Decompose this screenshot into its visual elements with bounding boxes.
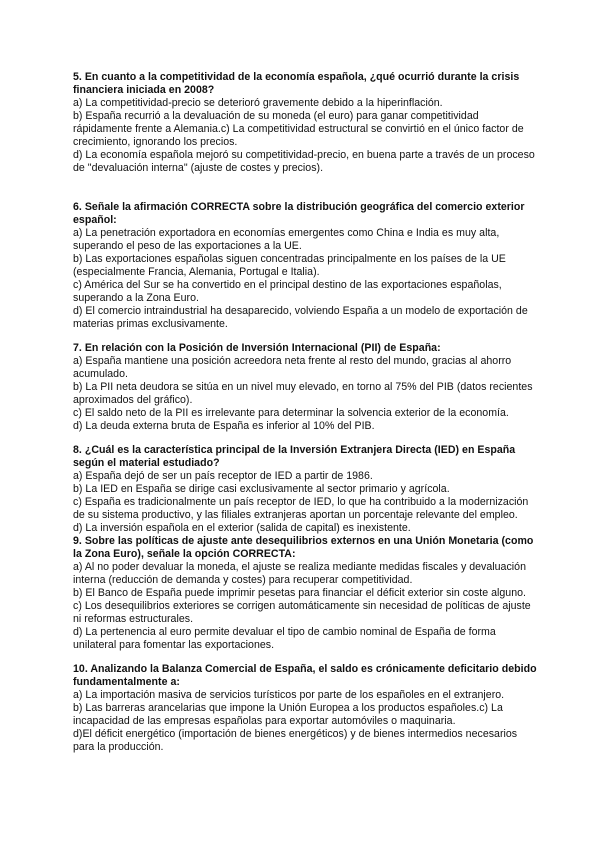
answer-option-d: d) La economía española mejoró su competitividad-precio, en buena parte a través de un proceso de "devaluación interna" (ajuste de costes y precios).: [73, 149, 535, 174]
answer-option-b: b) La IED en España se dirige casi exclusivamente al sector primario y agrícola.: [73, 483, 450, 495]
answer-option-a: a) Al no poder devaluar la moneda, el ajuste se realiza mediante medidas fiscales y devaluación interna (reducción de demanda y costes) para recuperar competitividad.: [73, 561, 526, 586]
answer-option-b: b) El Banco de España puede imprimir pesetas para financiar el déficit exterior sin coste alguno.: [73, 587, 527, 599]
question-title: 5. En cuanto a la competitividad de la economía española, ¿qué ocurrió durante la crisis financiera iniciada en 2008?: [73, 71, 520, 96]
answer-option-d: d) La deuda externa bruta de España es inferior al 10% del PIB.: [73, 420, 375, 432]
answer-option-d: d)El déficit energético (importación de bienes energéticos) y de bienes intermedios necesarios para la producción.: [73, 728, 518, 753]
question-title: 9. Sobre las políticas de ajuste ante desequilibrios externos en una Unión Monetaria (como la Zona Euro), señale la opción CORRECTA:: [73, 535, 534, 560]
answer-option-b: b) Las barreras arancelarias que impone la Unión Europea a los productos españoles.c) La incapacidad de las empresas españolas para exportar automóviles o maquinaria.: [73, 702, 503, 727]
question-title: 8. ¿Cuál es la característica principal de la Inversión Extranjera Directa (IED) en España según el material estudiado?: [73, 444, 516, 469]
question-9: [73, 535, 540, 652]
answer-option-d: d) La inversión española en el exterior (salida de capital) es inexistente.: [73, 522, 411, 534]
answer-option-b: b) La PII neta deudora se sitúa en un nivel muy elevado, en torno al 75% del PIB (datos recientes aproximados del gráfico).: [73, 381, 533, 406]
answer-option-b: b) Las exportaciones españolas siguen concentradas principalmente en los países de la UE (especialmente Francia, Alemania, Portugal e Italia).: [73, 253, 506, 278]
question-5: [73, 71, 540, 175]
question-7: [73, 342, 540, 433]
question-title: 6. Señale la afirmación CORRECTA sobre la distribución geográfica del comercio exterior español:: [73, 201, 525, 226]
answer-option-d: d) La pertenencia al euro permite devaluar el tipo de cambio nominal de España de forma unilateral para fomentar las exportaciones.: [73, 626, 496, 651]
answer-option-a: a) España dejó de ser un país receptor de IED a partir de 1986.: [73, 470, 373, 482]
answer-option-a: a) La penetración exportadora en economías emergentes como China e India es muy alta, superando el peso de las exportaciones a la UE.: [73, 227, 500, 252]
answer-option-c: c) Los desequilibrios exteriores se corrigen automáticamente sin necesidad de políticas de ajuste ni reformas estructurales.: [73, 600, 531, 625]
question-title: 10. Analizando la Balanza Comercial de España, el saldo es crónicamente deficitario debido fundamentalmente a:: [73, 663, 537, 688]
answer-option-a: a) La competitividad-precio se deterioró gravemente debido a la hiperinflación.: [73, 97, 443, 109]
question-title: 7. En relación con la Posición de Inversión Internacional (PII) de España:: [73, 342, 441, 354]
answer-option-b: b) España recurrió a la devaluación de su moneda (el euro) para ganar competitividad rápidamente frente a Alemania.c) La competitividad estructural se convirtió en el único factor de crecimiento, ignorando los precios.: [73, 110, 524, 148]
question-8: [73, 444, 540, 535]
answer-option-d: d) El comercio intraindustrial ha desaparecido, volviendo España a un modelo de exportación de materias primas exclusivamente.: [73, 305, 528, 330]
answer-option-c: c) España es tradicionalmente un país receptor de IED, lo que ha contribuido a la modernización de su sistema productivo, y las filiales extranjeras aportan un porcentaje relevante del empleo.: [73, 496, 529, 521]
answer-option-a: a) La importación masiva de servicios turísticos por parte de los españoles en el extranjero.: [73, 689, 505, 701]
question-6: [73, 201, 540, 331]
question-10: [73, 663, 540, 754]
answer-option-c: c) El saldo neto de la PII es irrelevante para determinar la solvencia exterior de la economía.: [73, 407, 509, 419]
answer-option-c: c) América del Sur se ha convertido en el principal destino de las exportaciones españolas, superando a la Zona Euro.: [73, 279, 502, 304]
answer-option-a: a) España mantiene una posición acreedora neta frente al resto del mundo, gracias al ahorro acumulado.: [73, 355, 512, 380]
